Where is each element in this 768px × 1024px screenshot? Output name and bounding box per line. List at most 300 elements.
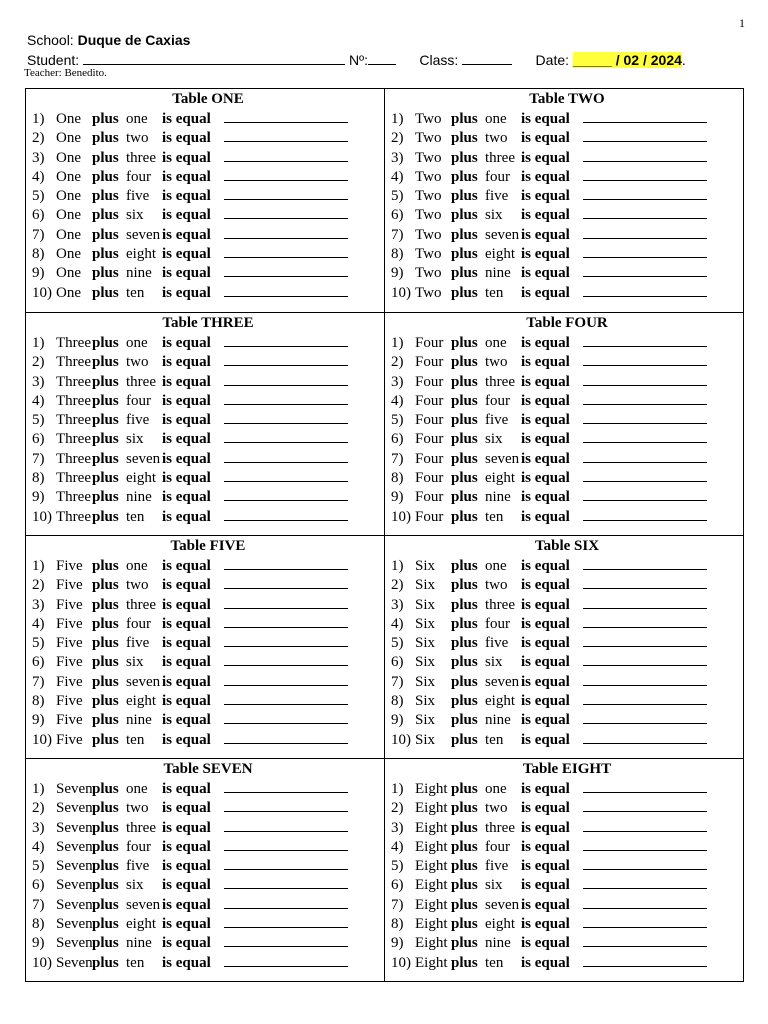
exercise-row [391, 798, 743, 817]
exercise-row [391, 818, 743, 837]
first-addend: Five [56, 577, 83, 594]
exercise-number: 9) [32, 935, 45, 952]
is-equal-word: is equal [521, 781, 570, 797]
answer-blank[interactable] [224, 691, 348, 705]
answer-blank[interactable] [583, 186, 707, 200]
answer-blank[interactable] [583, 710, 707, 724]
plus-word: plus [451, 577, 478, 594]
first-addend: One [56, 226, 81, 243]
exercise-number: 1) [391, 558, 404, 574]
is-equal-word: is equal [521, 673, 570, 690]
answer-blank[interactable] [583, 468, 707, 482]
answer-blank[interactable] [224, 798, 348, 812]
second-addend: six [485, 431, 503, 448]
answer-blank[interactable] [224, 352, 348, 366]
exercise-row [32, 798, 384, 817]
answer-blank[interactable] [583, 449, 707, 463]
answer-blank[interactable] [224, 333, 348, 347]
exercise-number: 2) [391, 354, 404, 371]
answer-blank[interactable] [224, 895, 348, 909]
second-addend: nine [485, 935, 511, 952]
answer-blank[interactable] [224, 128, 348, 142]
first-addend: Three [56, 450, 91, 467]
answer-blank[interactable] [224, 710, 348, 724]
plus-word: plus [451, 265, 478, 282]
addition-table [385, 313, 743, 536]
answer-blank[interactable] [224, 875, 348, 889]
exercise-row [391, 652, 743, 671]
plus-word: plus [92, 373, 119, 390]
exercise-row [32, 352, 384, 371]
answer-blank[interactable] [583, 837, 707, 851]
second-addend: three [126, 596, 156, 613]
second-addend: four [485, 615, 510, 632]
is-equal-word: is equal [521, 111, 570, 127]
exercise-number: 7) [391, 450, 404, 467]
first-addend: Seven [56, 838, 93, 855]
answer-blank[interactable] [224, 487, 348, 501]
first-addend: Six [415, 615, 436, 632]
first-addend: Seven [56, 877, 93, 894]
plus-word: plus [451, 373, 478, 390]
answer-blank[interactable] [583, 614, 707, 628]
second-addend: eight [126, 470, 156, 487]
is-equal-word: is equal [162, 226, 211, 243]
answer-blank[interactable] [224, 953, 348, 967]
second-addend: seven [485, 673, 520, 690]
answer-blank[interactable] [224, 856, 348, 870]
answer-blank[interactable] [583, 652, 707, 666]
first-addend: Eight [415, 916, 448, 933]
plus-word: plus [92, 508, 119, 525]
first-addend: Eight [415, 954, 448, 971]
answer-blank[interactable] [224, 429, 348, 443]
exercise-number: 9) [391, 712, 404, 729]
student-label: Student: [27, 52, 80, 68]
answer-blank[interactable] [583, 818, 707, 832]
is-equal-word: is equal [162, 615, 211, 632]
answer-blank[interactable] [224, 449, 348, 463]
exercise-number: 7) [32, 673, 45, 690]
exercise-row [391, 205, 743, 224]
answer-blank[interactable] [224, 263, 348, 277]
exercise-row [391, 391, 743, 410]
answer-blank[interactable] [583, 352, 707, 366]
exercise-number: 3) [32, 373, 45, 390]
is-equal-word: is equal [162, 354, 211, 371]
answer-blank[interactable] [583, 672, 707, 686]
exercise-number: 9) [391, 935, 404, 952]
answer-blank[interactable] [224, 779, 348, 793]
first-addend: Four [415, 489, 444, 506]
plus-word: plus [92, 693, 119, 710]
second-addend: seven [485, 226, 520, 243]
answer-blank[interactable] [224, 244, 348, 258]
second-addend: six [485, 654, 503, 671]
exercise-number: 6) [32, 431, 45, 448]
first-addend: Eight [415, 819, 448, 836]
second-addend: ten [485, 731, 504, 748]
plus-word: plus [451, 489, 478, 506]
answer-blank[interactable] [583, 933, 707, 947]
plus-word: plus [92, 654, 119, 671]
answer-blank[interactable] [583, 148, 707, 162]
plus-word: plus [451, 130, 478, 147]
exercise-row [32, 410, 384, 429]
is-equal-word: is equal [162, 838, 211, 855]
school-label: School: [27, 32, 74, 48]
second-addend: ten [485, 508, 504, 525]
plus-word: plus [92, 431, 119, 448]
exercise-row [32, 652, 384, 671]
exercise-number: 9) [391, 489, 404, 506]
first-addend: Eight [415, 781, 448, 797]
exercise-row [32, 283, 384, 302]
first-addend: One [56, 246, 81, 263]
first-addend: Eight [415, 896, 448, 913]
second-addend: one [126, 111, 148, 127]
answer-blank[interactable] [224, 633, 348, 647]
exercise-number: 10) [391, 731, 411, 748]
second-addend: one [126, 781, 148, 797]
first-addend: Eight [415, 877, 448, 894]
answer-blank[interactable] [224, 225, 348, 239]
answer-blank[interactable] [224, 914, 348, 928]
answer-blank[interactable] [583, 691, 707, 705]
answer-blank[interactable] [583, 556, 707, 570]
second-addend: five [485, 635, 509, 652]
answer-blank[interactable] [224, 205, 348, 219]
is-equal-word: is equal [521, 654, 570, 671]
is-equal-word: is equal [162, 412, 211, 429]
answer-blank[interactable] [583, 410, 707, 424]
answer-blank[interactable] [224, 391, 348, 405]
answer-blank[interactable] [224, 556, 348, 570]
exercise-number: 10) [32, 731, 52, 748]
answer-blank[interactable] [224, 614, 348, 628]
second-addend: three [485, 149, 515, 166]
second-addend: two [485, 577, 508, 594]
is-equal-word: is equal [162, 916, 211, 933]
second-addend: nine [485, 489, 511, 506]
plus-word: plus [92, 819, 119, 836]
answer-blank[interactable] [583, 856, 707, 870]
exercise-number: 2) [32, 354, 45, 371]
exercise-number: 8) [391, 470, 404, 487]
answer-blank[interactable] [224, 148, 348, 162]
plus-word: plus [451, 111, 478, 127]
is-equal-word: is equal [521, 615, 570, 632]
is-equal-word: is equal [521, 838, 570, 855]
exercise-row [32, 818, 384, 837]
exercise-number: 8) [32, 916, 45, 933]
answer-blank[interactable] [224, 933, 348, 947]
exercise-number: 5) [391, 635, 404, 652]
is-equal-word: is equal [521, 207, 570, 224]
answer-blank[interactable] [583, 391, 707, 405]
plus-word: plus [92, 226, 119, 243]
plus-word: plus [92, 558, 119, 574]
plus-word: plus [92, 635, 119, 652]
is-equal-word: is equal [521, 354, 570, 371]
exercise-number: 8) [32, 246, 45, 263]
second-addend: nine [126, 712, 152, 729]
answer-blank[interactable] [583, 953, 707, 967]
first-addend: Two [415, 207, 442, 224]
answer-blank[interactable] [224, 468, 348, 482]
plus-word: plus [451, 654, 478, 671]
second-addend: three [485, 373, 515, 390]
is-equal-word: is equal [521, 596, 570, 613]
exercise-number: 8) [391, 916, 404, 933]
exercise-row [391, 556, 743, 575]
student-line [27, 50, 747, 70]
answer-blank[interactable] [583, 730, 707, 744]
exercise-number: 4) [32, 168, 45, 185]
exercise-number: 10) [32, 508, 52, 525]
student-name-field[interactable] [83, 51, 345, 65]
exercise-number: 10) [32, 284, 52, 301]
exercise-row [391, 372, 743, 391]
is-equal-word: is equal [162, 693, 211, 710]
is-equal-word: is equal [521, 168, 570, 185]
plus-word: plus [451, 731, 478, 748]
first-addend: Two [415, 265, 442, 282]
is-equal-word: is equal [521, 450, 570, 467]
exercise-number: 1) [32, 781, 45, 797]
exercise-row [391, 953, 743, 972]
exercise-number: 2) [32, 800, 45, 817]
answer-blank[interactable] [583, 875, 707, 889]
second-addend: four [126, 615, 151, 632]
first-addend: Seven [56, 858, 93, 875]
exercise-row [32, 914, 384, 933]
exercise-row [391, 352, 743, 371]
second-addend: one [485, 781, 507, 797]
second-addend: four [126, 168, 151, 185]
first-addend: Six [415, 654, 436, 671]
exercise-number: 3) [32, 596, 45, 613]
exercise-row [32, 730, 384, 749]
plus-word: plus [451, 954, 478, 971]
exercise-row [32, 128, 384, 147]
exercise-row [391, 128, 743, 147]
exercise-row [391, 691, 743, 710]
exercise-row [391, 410, 743, 429]
answer-blank[interactable] [224, 652, 348, 666]
answer-blank[interactable] [224, 672, 348, 686]
is-equal-word: is equal [521, 731, 570, 748]
is-equal-word: is equal [162, 392, 211, 409]
answer-blank[interactable] [224, 507, 348, 521]
first-addend: Eight [415, 838, 448, 855]
second-addend: two [126, 800, 149, 817]
exercise-number: 7) [391, 896, 404, 913]
answer-blank[interactable] [583, 244, 707, 258]
exercise-number: 8) [391, 246, 404, 263]
is-equal-word: is equal [521, 412, 570, 429]
answer-blank[interactable] [224, 186, 348, 200]
exercise-row [32, 595, 384, 614]
exercise-row [391, 487, 743, 506]
answer-blank[interactable] [583, 167, 707, 181]
exercise-row [391, 186, 743, 205]
answer-blank[interactable] [224, 283, 348, 297]
exercise-number: 7) [391, 673, 404, 690]
number-field[interactable] [368, 51, 396, 65]
plus-word: plus [92, 615, 119, 632]
exercise-number: 10) [391, 284, 411, 301]
answer-blank[interactable] [583, 595, 707, 609]
answer-blank[interactable] [583, 205, 707, 219]
answer-blank[interactable] [224, 372, 348, 386]
plus-word: plus [451, 858, 478, 875]
exercise-row [32, 953, 384, 972]
exercise-row [391, 895, 743, 914]
class-field[interactable] [462, 51, 512, 65]
second-addend: four [126, 392, 151, 409]
answer-blank[interactable] [224, 730, 348, 744]
answer-blank[interactable] [583, 333, 707, 347]
answer-blank[interactable] [224, 818, 348, 832]
plus-word: plus [92, 781, 119, 797]
table-title: Table SEVEN [163, 761, 253, 777]
answer-blank[interactable] [224, 167, 348, 181]
answer-blank[interactable] [583, 895, 707, 909]
answer-blank[interactable] [583, 283, 707, 297]
exercise-number: 3) [391, 596, 404, 613]
answer-blank[interactable] [583, 779, 707, 793]
is-equal-word: is equal [521, 265, 570, 282]
exercise-row [32, 487, 384, 506]
is-equal-word: is equal [521, 558, 570, 574]
is-equal-word: is equal [162, 819, 211, 836]
exercise-row [391, 333, 743, 352]
second-addend: eight [485, 470, 515, 487]
exercise-row [391, 730, 743, 749]
is-equal-word: is equal [521, 373, 570, 390]
plus-word: plus [451, 896, 478, 913]
exercise-row [391, 167, 743, 186]
first-addend: Two [415, 168, 442, 185]
exercise-row [391, 875, 743, 894]
answer-blank[interactable] [583, 575, 707, 589]
second-addend: seven [485, 450, 520, 467]
exercise-row [391, 507, 743, 526]
is-equal-word: is equal [162, 858, 211, 875]
answer-blank[interactable] [224, 109, 348, 123]
plus-word: plus [451, 635, 478, 652]
first-addend: Six [415, 731, 436, 748]
plus-word: plus [451, 935, 478, 952]
exercise-number: 2) [391, 130, 404, 147]
exercise-row [391, 779, 743, 798]
exercise-number: 2) [391, 800, 404, 817]
second-addend: seven [126, 226, 161, 243]
plus-word: plus [92, 130, 119, 147]
first-addend: Four [415, 431, 444, 448]
first-addend: Five [56, 558, 83, 574]
answer-blank[interactable] [583, 798, 707, 812]
plus-word: plus [92, 731, 119, 748]
answer-blank[interactable] [583, 263, 707, 277]
is-equal-word: is equal [162, 489, 211, 506]
answer-blank[interactable] [583, 429, 707, 443]
answer-blank[interactable] [224, 410, 348, 424]
second-addend: seven [126, 673, 161, 690]
exercise-row [32, 691, 384, 710]
date-field[interactable]: _____ / 02 / 2024 [572, 52, 682, 68]
exercise-number: 3) [391, 819, 404, 836]
answer-blank[interactable] [583, 109, 707, 123]
table-title: Table THREE [162, 315, 254, 331]
exercise-number: 2) [391, 577, 404, 594]
is-equal-word: is equal [521, 916, 570, 933]
plus-word: plus [92, 596, 119, 613]
exercise-number: 9) [32, 265, 45, 282]
first-addend: One [56, 207, 81, 224]
answer-blank[interactable] [583, 128, 707, 142]
is-equal-word: is equal [162, 246, 211, 263]
plus-word: plus [451, 450, 478, 467]
exercise-row [391, 837, 743, 856]
exercise-row [391, 449, 743, 468]
answer-blank[interactable] [583, 914, 707, 928]
second-addend: one [485, 111, 507, 127]
exercise-row [32, 109, 384, 128]
exercise-number: 1) [391, 335, 404, 351]
is-equal-word: is equal [162, 712, 211, 729]
first-addend: Five [56, 731, 83, 748]
exercise-number: 4) [391, 615, 404, 632]
plus-word: plus [92, 392, 119, 409]
is-equal-word: is equal [162, 731, 211, 748]
exercise-number: 5) [391, 412, 404, 429]
school-line [27, 30, 747, 50]
exercise-number: 9) [32, 712, 45, 729]
first-addend: One [56, 188, 81, 205]
exercise-number: 4) [32, 615, 45, 632]
answer-blank[interactable] [224, 837, 348, 851]
exercise-number: 1) [391, 781, 404, 797]
second-addend: one [126, 335, 148, 351]
answer-blank[interactable] [583, 487, 707, 501]
exercise-row [32, 244, 384, 263]
answer-blank[interactable] [583, 633, 707, 647]
answer-blank[interactable] [224, 575, 348, 589]
second-addend: eight [126, 916, 156, 933]
is-equal-word: is equal [162, 111, 211, 127]
first-addend: Five [56, 654, 83, 671]
is-equal-word: is equal [521, 392, 570, 409]
first-addend: Four [415, 508, 444, 525]
answer-blank[interactable] [583, 507, 707, 521]
answer-blank[interactable] [583, 372, 707, 386]
answer-blank[interactable] [583, 225, 707, 239]
first-addend: Four [415, 412, 444, 429]
exercise-row [32, 895, 384, 914]
first-addend: Five [56, 712, 83, 729]
is-equal-word: is equal [162, 168, 211, 185]
exercise-number: 3) [391, 373, 404, 390]
exercise-row [391, 429, 743, 448]
exercise-row [32, 225, 384, 244]
answer-blank[interactable] [224, 595, 348, 609]
is-equal-word: is equal [162, 781, 211, 797]
is-equal-word: is equal [162, 935, 211, 952]
exercise-row [32, 614, 384, 633]
is-equal-word: is equal [521, 188, 570, 205]
